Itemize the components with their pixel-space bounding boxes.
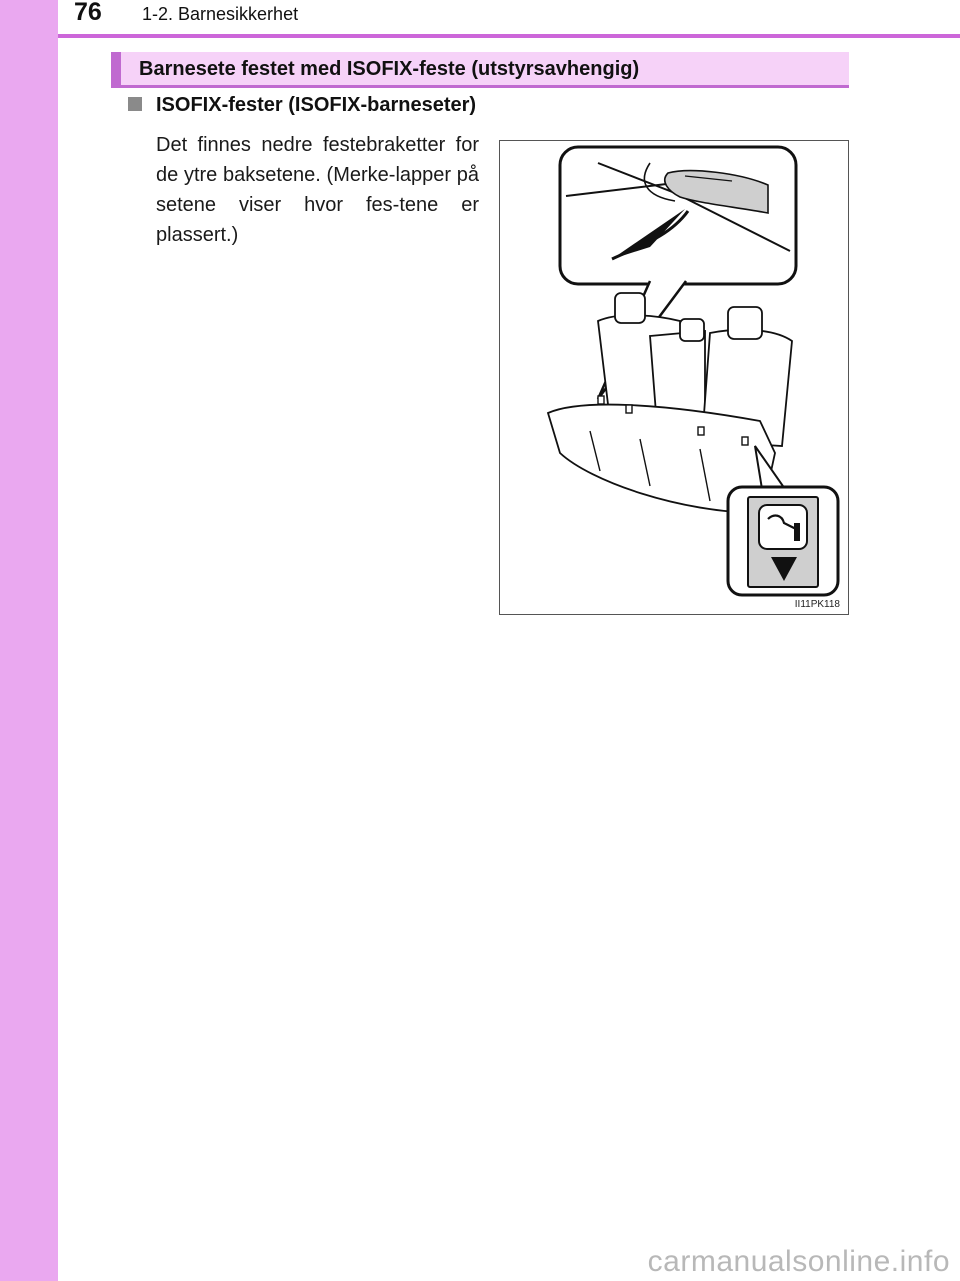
- chapter-title: 1-2. Barnesikkerhet: [142, 4, 299, 24]
- section-title-bar: [111, 52, 849, 88]
- section-title: Barnesete festet med ISOFIX-feste (utstyrsavhengig): [139, 58, 640, 80]
- subsection-heading-text: ISOFIX-fester (ISOFIX-barneseter): [156, 94, 477, 116]
- rear-seat-isofix-drawing: [500, 141, 850, 616]
- header-divider: [58, 34, 960, 38]
- figure-id-label: II11PK118: [794, 599, 840, 610]
- square-bullet-icon: [128, 97, 142, 111]
- subsection-heading: [128, 94, 476, 117]
- page-number: 76: [74, 0, 102, 26]
- body-paragraph: Det finnes nedre festebraketter for de ytre baksetene. (Merke-lapper på setene viser hvor fes-tene er plassert.): [156, 134, 479, 246]
- watermark: carmanualsonline.info: [647, 1245, 950, 1278]
- side-tab-strip: [0, 0, 58, 1281]
- isofix-illustration: [499, 140, 849, 615]
